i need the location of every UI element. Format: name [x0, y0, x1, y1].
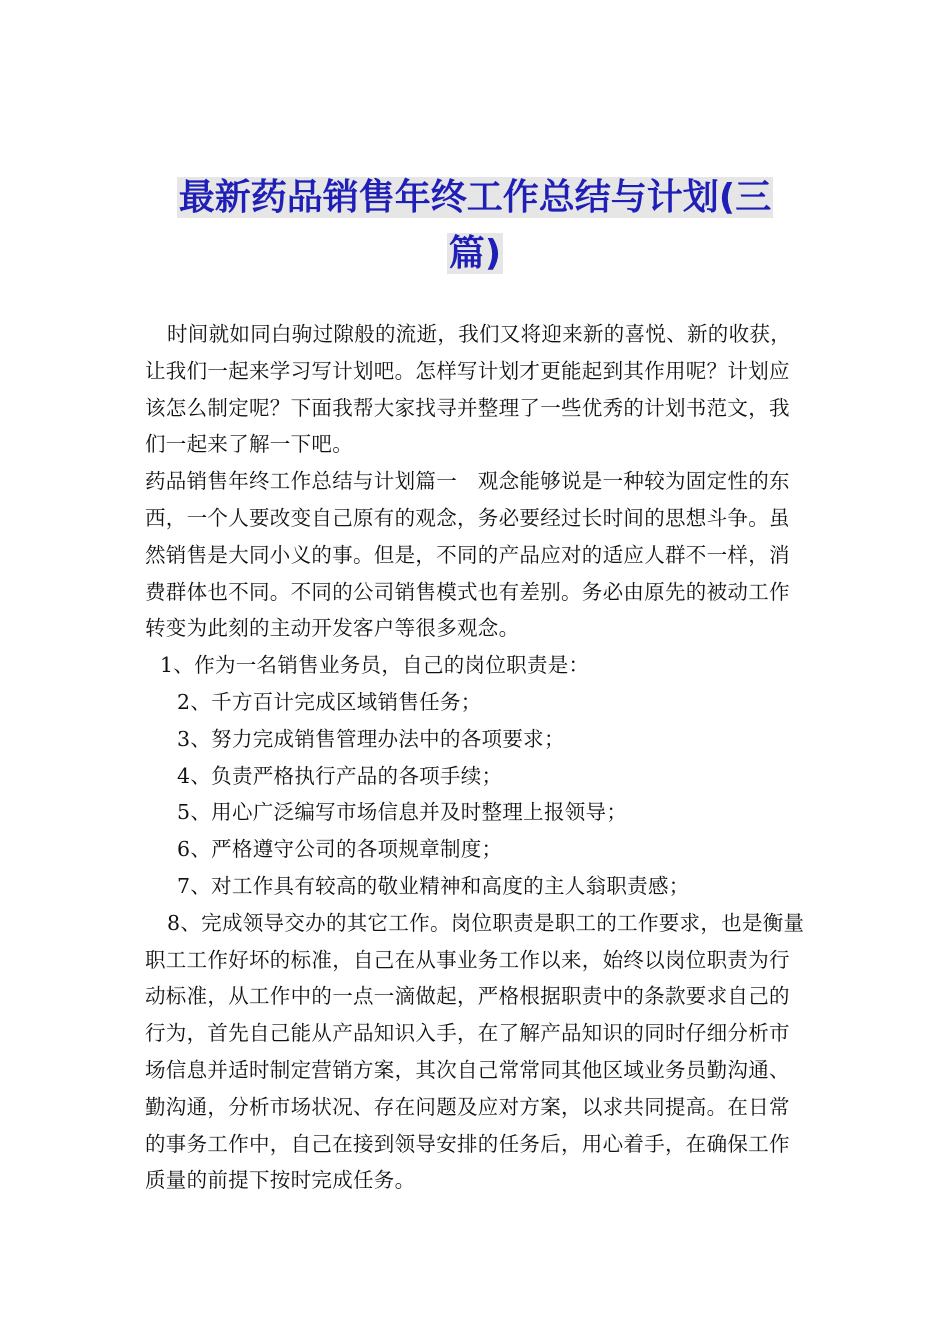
document-body [145, 316, 810, 1199]
section-paragraph: 药品销售年终工作总结与计划篇一 观念能够说是一种较为固定性的东西，一个人要改变自己原有的观念，务必要经过长时间的思想斗争。虽然销售是大同小义的事。但是，不同的产品应对的适应人群不一样，消费群体也不同。不同的公司销售模式也有差别。务必由原先的被动工作转变为此刻的主动开发客户等很多观念。 [145, 469, 790, 641]
intro-paragraph: 时间就如同白驹过隙般的流逝，我们又将迎来新的喜悦、新的收获，让我们一起来学习写计划吧。怎样写计划才更能起到其作用呢？计划应该怎么制定呢？下面我帮大家找寻并整理了一些优秀的计划书范文，我们一起来了解一下吧。 [145, 322, 791, 457]
list-item: 1、作为一名销售业务员，自己的岗位职责是： [160, 653, 590, 678]
list-item: 7、对工作具有较高的敬业精神和高度的主人翁职责感； [177, 873, 690, 898]
title-line-1: 最新药品销售年终工作总结与计划(三 [178, 177, 772, 218]
list-item: 4、负责严格执行产品的各项手续； [177, 763, 503, 788]
list-item: 6、严格遵守公司的各项规章制度； [177, 837, 503, 862]
title-line-2: 篇) [448, 233, 502, 274]
document-title [140, 170, 810, 282]
list-item: 5、用心广泛编写市场信息并及时整理上报领导； [177, 800, 628, 825]
list-item: 2、千方百计完成区域销售任务； [177, 689, 482, 714]
list-item-paragraph: 8、完成领导交办的其它工作。岗位职责是职工的工作要求，也是衡量职工工作好坏的标准，自己在从事业务工作以来，始终以岗位职责为行动标准，从工作中的一点一滴做起，严格根据职责中的条款要求自己的行为，首先自己能从产品知识入手，在了解产品知识的同时仔细分析市场信息并适时制定营销方案，其次自己常常同其他区域业务员勤沟通、勤沟通，分析市场状况、存在问题及应对方案，以求共同提高。在日常的事务工作中，自己在接到领导安排的任务后，用心着手，在确保工作质量的前提下按时完成任务。 [145, 910, 805, 1193]
list-item: 3、努力完成销售管理办法中的各项要求； [177, 726, 565, 751]
